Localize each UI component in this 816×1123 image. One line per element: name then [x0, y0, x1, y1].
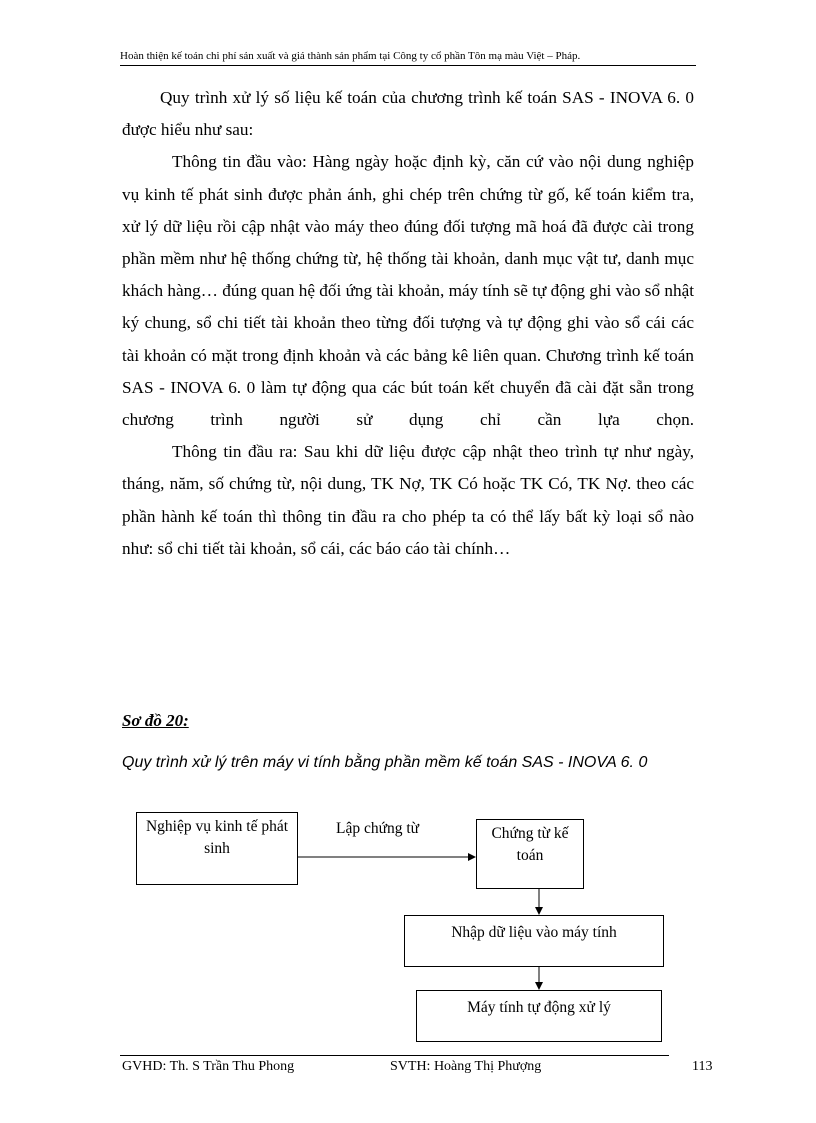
- page-number: 113: [692, 1059, 713, 1074]
- header-divider: [120, 65, 696, 66]
- box-chung-tu-ke-toan: Chứng từ kế toán: [476, 819, 584, 889]
- diagram-title: Sơ đồ 20:: [122, 711, 189, 730]
- diagram-subtitle: Quy trình xử lý trên máy vi tính bằng phần mềm kế toán SAS - INOVA 6. 0: [122, 754, 648, 771]
- paragraph-input-info: Thông tin đầu vào: Hàng ngày hoặc định kỳ, căn cứ vào nội dung nghiệp vụ kinh tế phát sinh được phản ánh, ghi chép trên chứng từ gố, kế toán kiểm tra, xử lý dữ liệu rồi cập nhật vào máy theo đúng đối tượng mã hoá đã được cài trong phần mềm như hệ thống chứng từ, hệ thống tài khoản, danh mục vật tư, danh mục khách hàng… đúng quan hệ đối ứng tài khoản, máy tính sẽ tự động ghi vào sổ nhật ký chung, sổ chi tiết tài khoản theo từng đối tượng và tự động ghi vào sổ cái các tài khoản có mặt trong định khoản và các bảng kê liên quan. Chương trình kế toán SAS - INOVA 6. 0 làm tự động qua các bút toán kết chuyển đã cài đặt sẵn trong chương trình người sử dụng chỉ cần lựa chọn.: [122, 152, 694, 430]
- paragraph-intro: Quy trình xử lý số liệu kế toán của chương trình kế toán SAS - INOVA 6. 0 được hiểu như sau:: [122, 88, 694, 140]
- footer-student: SVTH: Hoàng Thị Phượng: [390, 1059, 542, 1074]
- box-nghiep-vu-kinh-te: Nghiệp vụ kinh tế phát sinh: [136, 812, 298, 885]
- box-may-tinh-xu-ly: Máy tính tự động xử lý: [416, 990, 662, 1042]
- paragraph-output-info: Thông tin đầu ra: Sau khi dữ liệu được cập nhật theo trình tự như ngày, tháng, năm, số chứng từ, nội dung, TK Nợ, TK Có hoặc TK Có, TK Nợ. theo các phần hành kế toán thì thông tin đầu ra cho phép ta có thể lấy bất kỳ loại sổ nào như: sổ chi tiết tài khoản, sổ cái, các báo cáo tài chính…: [122, 442, 694, 558]
- running-header: Hoàn thiện kế toán chi phí sản xuất và giá thành sản phẩm tại Công ty cổ phần Tôn mạ màu Việt – Pháp.: [120, 50, 581, 62]
- box-nhap-du-lieu: Nhập dữ liệu vào máy tính: [404, 915, 664, 967]
- footer-supervisor: GVHD: Th. S Trần Thu Phong: [122, 1059, 295, 1074]
- edge-label-lap-chung-tu: Lập chứng từ: [336, 820, 420, 837]
- body-text: [122, 82, 694, 565]
- footer-divider: [120, 1055, 669, 1056]
